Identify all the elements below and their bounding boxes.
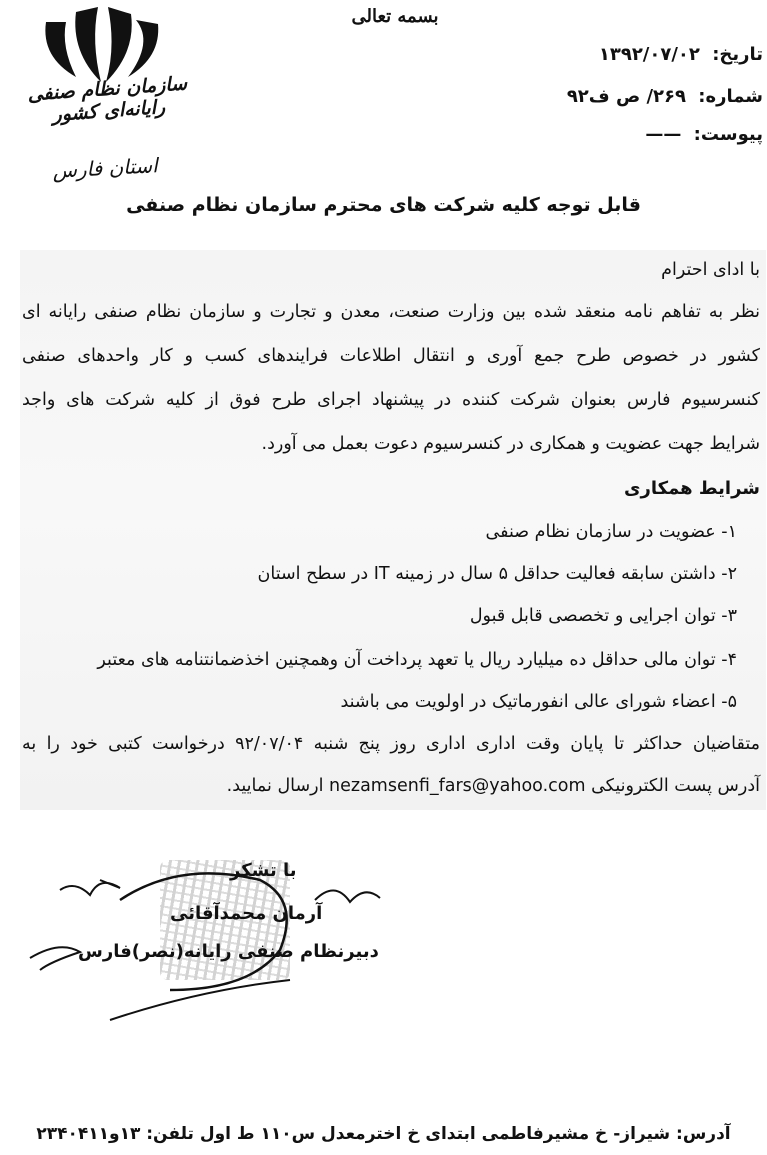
signer-title: دبیرنظام صنفی رایانه(نصر)فارس [78, 941, 379, 962]
attachment-value: —— [645, 124, 682, 145]
condition-item: ۱- عضویت در سازمان نظام صنفی [485, 522, 737, 542]
signature-block [0, 840, 767, 1050]
footer-address: آدرس: شیراز- خ مشیرفاطمی ابتدای خ اخترمعدل س۱۱۰ ط اول تلفن: ۱۳و۲۳۴۰۴۱۱ [36, 1124, 731, 1144]
condition-item: ۳- توان اجرایی و تخصصی قابل قبول [469, 606, 737, 626]
thanks-text: با تشکر [230, 860, 297, 881]
date-value: ۱۳۹۲/۰۷/۰۲ [598, 44, 700, 65]
condition-item: ۵- اعضاء شورای عالی انفورماتیک در اولویت می باشند [340, 692, 737, 712]
conditions-heading: شرایط همکاری [623, 478, 760, 499]
paragraph-line: کنسرسیوم فارس بعنوان شرکت کننده در پیشنهاد اجرای طرح فوق از کلیه شرکت های واجد [22, 390, 760, 410]
condition-item: ۴- توان مالی حداقل ده میلیارد ریال یا تعهد پرداخت آن وهمچنین اخذضمانتنامه های معتبر [97, 650, 737, 670]
signer-name: آرمان محمدآقائی [170, 903, 323, 924]
basmala: بسمه تعالی [351, 6, 439, 27]
letter-title: قابل توجه کلیه شرکت های محترم سازمان نظام صنفی [126, 194, 641, 216]
condition-item: ۲- داشتن سابقه فعالیت حداقل ۵ سال در زمینه IT در سطح استان [257, 564, 737, 584]
date-line [503, 44, 763, 65]
paragraph-line: شرایط جهت عضویت و همکاری در کنسرسیوم دعوت بعمل می آورد. [261, 434, 760, 454]
organization-name: سازمان نظام صنفی رایانه‌ای کشور [26, 72, 188, 126]
paragraph-line: نظر به تفاهم نامه منعقد شده بین وزارت صنعت، معدن و تجارت و سازمان نظام صنفی رایانه ای [22, 302, 760, 322]
attachment-label: پیوست: [693, 124, 763, 145]
organization-province: استان فارس [51, 153, 159, 183]
number-label: شماره: [698, 86, 763, 107]
date-label: تاریخ: [712, 44, 763, 65]
paragraph-line: کشور در خصوص طرح جمع آوری و انتقال اطلاعات فرایندهای کسب و کار واحدهای صنفی [22, 346, 760, 366]
closing-line: آدرس پست الکترونیکی nezamsenfi_fars@yahoo.com ارسال نمایید. [226, 776, 760, 796]
greeting: با ادای احترام [661, 260, 760, 280]
closing-line: متقاضیان حداکثر تا پایان وقت اداری اداری روز پنج شنبه ۹۲/۰۷/۰۴ درخواست کتبی خود را به [22, 734, 760, 754]
number-value: ۲۶۹/ ص ف۹۲ [566, 86, 686, 107]
number-line [503, 86, 763, 107]
attachment-line [503, 124, 763, 145]
